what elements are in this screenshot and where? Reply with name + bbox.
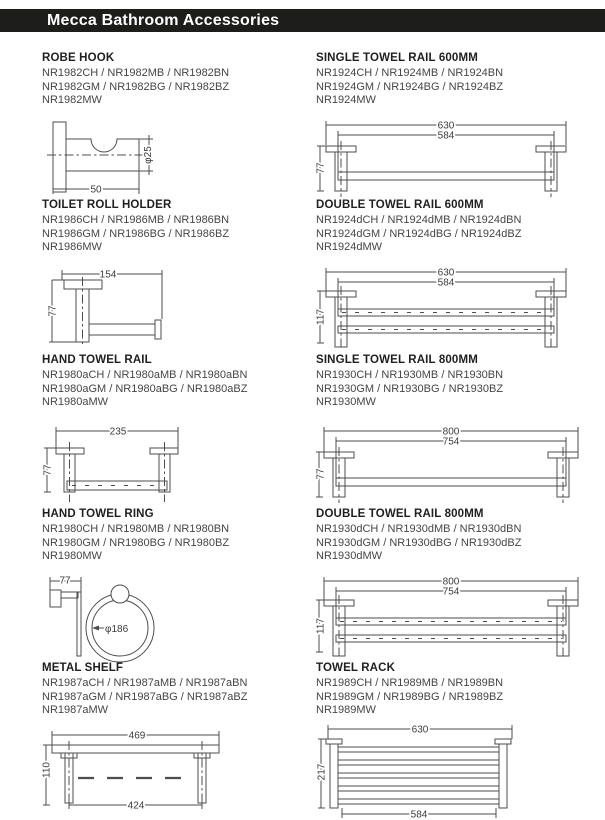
model-line: NR1924GM / NR1924BG / NR1924BZ [316, 80, 504, 93]
model-line: NR1924MW [316, 94, 376, 106]
hand-towel-rail-drawing [42, 424, 192, 504]
page-header [0, 9, 605, 32]
product-towel-rack [316, 662, 595, 820]
product-title: TOILET ROLL HOLDER [42, 199, 172, 211]
model-line: NR1924dMW [316, 241, 383, 253]
dim-overall: 800 [442, 576, 460, 587]
product-double-towel-rail-800 [316, 508, 595, 662]
page-title: Mecca Bathroom Accessories [47, 11, 280, 29]
product-metal-shelf [42, 662, 316, 820]
model-line: NR1986CH / NR1986MB / NR1986BN [42, 214, 230, 226]
dim-height: 77 [47, 304, 59, 317]
product-title: DOUBLE TOWEL RAIL 600MM [316, 199, 484, 211]
product-models [316, 369, 595, 410]
model-line: NR1986GM / NR1986BG / NR1986BZ [42, 227, 230, 240]
product-models [316, 523, 595, 564]
model-line: NR1982MW [42, 94, 102, 106]
model-line: NR1982CH / NR1982MB / NR1982BN [42, 67, 230, 79]
dim-inner: 584 [410, 809, 428, 820]
product-hand-towel-ring [42, 508, 316, 662]
product-title: HAND TOWEL RAIL [42, 354, 152, 366]
model-line: NR1987aCH / NR1987aMB / NR1987aBN [42, 677, 248, 689]
dim-overall: 469 [128, 730, 146, 741]
model-line: NR1982GM / NR1982BG / NR1982BZ [42, 80, 230, 93]
product-double-towel-rail-600 [316, 199, 595, 354]
product-grid [0, 32, 605, 820]
product-robe-hook [42, 52, 316, 199]
product-hand-towel-rail [42, 354, 316, 508]
dim-rail: 584 [437, 277, 455, 288]
dim-inner: 424 [127, 800, 145, 811]
dim-width: 154 [99, 269, 117, 280]
model-line: NR1930dGM / NR1930dBG / NR1930dBZ [316, 536, 522, 549]
dim-diameter: φ186 [105, 623, 129, 635]
model-line: NR1980CH / NR1980MB / NR1980BN [42, 523, 230, 535]
product-models [316, 214, 595, 255]
hand-towel-ring-drawing [42, 574, 157, 666]
double-towel-rail-600-drawing [316, 265, 576, 351]
single-towel-rail-800-drawing [316, 424, 584, 504]
toilet-roll-holder-drawing [42, 267, 167, 347]
product-title: DOUBLE TOWEL RAIL 800MM [316, 508, 484, 520]
model-line: NR1980aMW [42, 396, 109, 408]
metal-shelf-drawing [42, 728, 227, 812]
product-title: TOWEL RACK [316, 662, 396, 674]
robe-hook-drawing [44, 120, 164, 200]
dim-overall: 630 [411, 724, 429, 735]
dim-diameter: φ25 [143, 145, 154, 164]
product-models [42, 677, 316, 718]
dim-rail: 754 [442, 436, 460, 447]
model-line: NR1930MW [316, 396, 376, 408]
dim-height: 77 [315, 161, 327, 174]
product-title: SINGLE TOWEL RAIL 800MM [316, 354, 478, 366]
product-models [316, 677, 595, 718]
product-title: SINGLE TOWEL RAIL 600MM [316, 52, 478, 64]
model-line: NR1924CH / NR1924MB / NR1924BN [316, 67, 504, 79]
dim-overall: 630 [437, 120, 455, 131]
model-line: NR1989MW [316, 704, 376, 716]
model-line: NR1989GM / NR1989BG / NR1989BZ [316, 690, 504, 703]
dim-rail: 584 [437, 130, 455, 141]
model-line: NR1930CH / NR1930MB / NR1930BN [316, 369, 504, 381]
model-line: NR1980GM / NR1980BG / NR1980BZ [42, 536, 230, 549]
product-title: METAL SHELF [42, 662, 124, 674]
model-line: NR1980aGM / NR1980aBG / NR1980aBZ [42, 382, 248, 395]
dim-height: 217 [316, 763, 328, 780]
product-models [42, 214, 316, 255]
product-single-towel-rail-800 [316, 354, 595, 508]
model-line: NR1986MW [42, 241, 102, 253]
model-line: NR1989CH / NR1989MB / NR1989BN [316, 677, 504, 689]
dim-height: 110 [41, 761, 53, 778]
model-line: NR1980MW [42, 550, 102, 562]
product-toilet-roll-holder [42, 199, 316, 354]
dim-overall: 800 [442, 426, 460, 437]
model-line: NR1980aCH / NR1980aMB / NR1980aBN [42, 369, 248, 381]
model-line: NR1924dCH / NR1924dMB / NR1924dBN [316, 214, 522, 226]
single-towel-rail-600-drawing [316, 118, 576, 198]
model-line: NR1987aMW [42, 704, 109, 716]
towel-rack-drawing [316, 722, 521, 820]
dim-height: 77 [42, 463, 54, 476]
catalog-page [0, 9, 605, 820]
dim-overall: 630 [437, 267, 455, 278]
product-single-towel-rail-600 [316, 52, 595, 199]
dim-length: 50 [90, 184, 102, 195]
model-line: NR1924dGM / NR1924dBG / NR1924dBZ [316, 227, 522, 240]
dim-height: 117 [315, 617, 327, 634]
model-line: NR1987aGM / NR1987aBG / NR1987aBZ [42, 690, 248, 703]
dim-plate: 77 [59, 575, 71, 586]
dim-height: 117 [315, 308, 327, 325]
model-line: NR1930GM / NR1930BG / NR1930BZ [316, 382, 504, 395]
dim-width: 235 [109, 426, 127, 437]
model-line: NR1930dCH / NR1930dMB / NR1930dBN [316, 523, 522, 535]
dim-rail: 754 [442, 586, 460, 597]
product-models [42, 523, 316, 564]
double-towel-rail-800-drawing [316, 574, 584, 660]
product-models [316, 67, 595, 108]
product-models [42, 369, 316, 410]
product-title: ROBE HOOK [42, 52, 115, 64]
model-line: NR1930dMW [316, 550, 383, 562]
product-models [42, 67, 316, 108]
dim-height: 77 [315, 467, 327, 480]
product-title: HAND TOWEL RING [42, 508, 154, 520]
